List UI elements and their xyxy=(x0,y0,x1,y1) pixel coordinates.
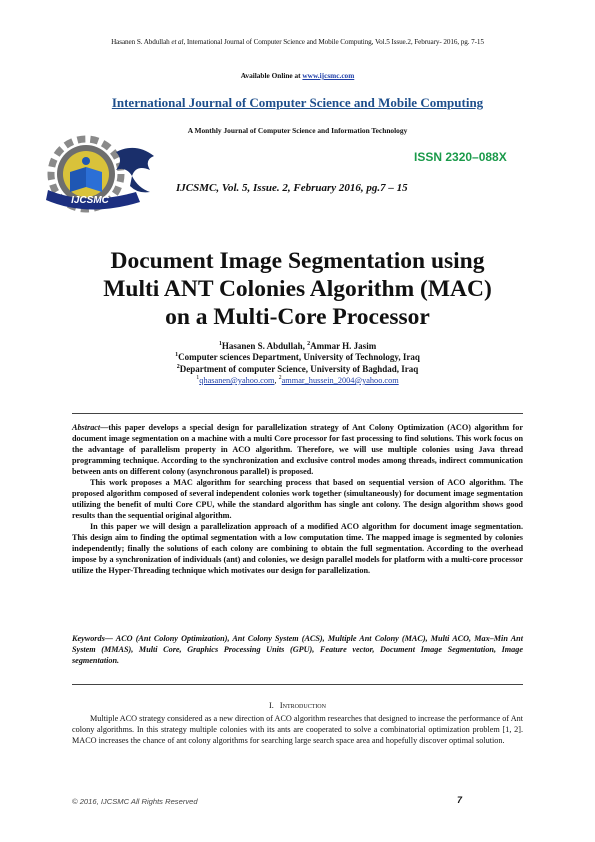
affiliation xyxy=(0,364,595,374)
journal-name: International Journal of Computer Science and Mobile Computing xyxy=(111,95,484,110)
section-number: I. xyxy=(269,701,274,710)
author-name: Ammar H. Jasim xyxy=(310,341,377,351)
keywords xyxy=(72,633,523,666)
author-sup: 1 xyxy=(218,341,222,347)
issn: ISSN 2320–088X xyxy=(414,150,507,164)
author-name: Hasanen S. Abdullah, xyxy=(221,341,308,351)
email-link[interactable]: qhasanen@yahoo.com xyxy=(199,376,275,385)
title-line: Multi ANT Colonies Algorithm (MAC) xyxy=(103,276,492,302)
authors xyxy=(0,341,595,351)
logo-text: IJCSMC xyxy=(71,195,109,206)
journal-logo xyxy=(46,132,174,216)
abstract-label: Abstract xyxy=(72,423,101,432)
running-citation: , International Journal of Computer Science and Mobile Computing, Vol.5 Issue.2, February- 2016, pg. 7-15 xyxy=(183,38,484,46)
running-header xyxy=(0,38,595,46)
keywords-label: Keywords xyxy=(72,634,105,643)
affiliation-text: Computer sciences Department, University of Technology, Iraq xyxy=(178,352,420,362)
affiliation xyxy=(0,352,595,362)
abstract-paragraph: In this paper we will design a parallelization approach of a modified ACO algorithm for document image segmentation. This design aim to finding the optimal segmentation with a low computation time. The mapped image is segmented by colonies independently; finally the solutions of each colony are combining to obtain the full segmentation. According to the overhead impose by a synchronization of individuals (ant) and colonies, we design parallel models for platform with a multi-core processor utilize the Hyper-Threading technique which motivates our design for parallelization. xyxy=(72,522,523,575)
title-line: on a Multi-Core Processor xyxy=(165,304,430,330)
journal-subtitle: A Monthly Journal of Computer Science and Information Technology xyxy=(187,126,408,135)
affiliation-sup: 1 xyxy=(175,352,179,358)
available-online xyxy=(0,71,595,80)
email-sup: 2 xyxy=(278,375,282,382)
running-etal: et al xyxy=(171,38,184,46)
email-separator: , xyxy=(274,376,279,385)
abstract xyxy=(72,422,523,576)
title-line: Document Image Segmentation using xyxy=(110,248,485,274)
keywords-text: — ACO (Ant Colony Optimization), Ant Colony System (ACS), Multiple Ant Colony (MAC), Multi ACO, Max–Min Ant System (MMAS), Multi Core, Graphics Processing Units (GPU), Feature vector, Document Image Segmentation, Image segmentation. xyxy=(72,634,523,665)
journal-website-link[interactable]: www.ijcsmc.com xyxy=(302,71,355,80)
paper-title xyxy=(40,247,555,331)
volume-issue: IJCSMC, Vol. 5, Issue. 2, February 2016, pg.7 – 15 xyxy=(176,182,408,194)
abstract-paragraph: This work proposes a MAC algorithm for searching process that based on sequential version of ACO algorithm. The proposed algorithm composed of several independent colonies work together (simultaneously) for document image segmentation utilizing the benefit of multi Core CPU, while the standard algorithm has single ant colony. The design algorithm shows good results than the sequential original algorithm. xyxy=(72,478,523,520)
author-emails xyxy=(0,376,595,385)
abstract-paragraph xyxy=(72,422,523,477)
available-text: Available Online at xyxy=(240,71,303,80)
introduction-paragraph: Multiple ACO strategy considered as a new direction of ACO algorithm researches that designed to increase the performance of Ant colony algorithms. In this strategy multiple colonies with its ants are cooperated to solve a combinatorial optimization problem [1, 2]. MACO increases the chance of ant colony algorithms for searching large search space area and hopefully discover optimal solution. xyxy=(72,714,523,745)
affiliation-text: Department of computer Science, University of Baghdad, Iraq xyxy=(179,364,419,374)
bottom-divider xyxy=(72,684,523,685)
page-number: 7 xyxy=(457,795,463,805)
copyright: © 2016, IJCSMC All Rights Reserved xyxy=(72,797,198,806)
top-divider xyxy=(72,413,523,414)
section-heading xyxy=(0,701,595,710)
section-title: Introduction xyxy=(279,701,326,710)
email-link[interactable]: ammar_hussein_2004@yahoo.com xyxy=(281,376,399,385)
abstract-text: —this paper develops a special design for parallelization strategy of Ant Colony Optimization (ACO) algorithm for document image segmentation on a machine with a multi Core processor for fast processing to find solutions. This work focus on the advantage of parallelism property in ACO algorithm. Therefore, we will use multiple colonies using Java thread programming technique. According to the synchronization and exclusive control modes among threads, indirect communication between ants on different colony (asynchronous parallel) is proposed. xyxy=(72,423,523,476)
running-author: Hasanen S. Abdullah xyxy=(111,38,172,46)
affiliation-sup: 2 xyxy=(176,364,180,370)
email-sup: 1 xyxy=(196,375,200,382)
author-sup: 2 xyxy=(307,341,311,347)
